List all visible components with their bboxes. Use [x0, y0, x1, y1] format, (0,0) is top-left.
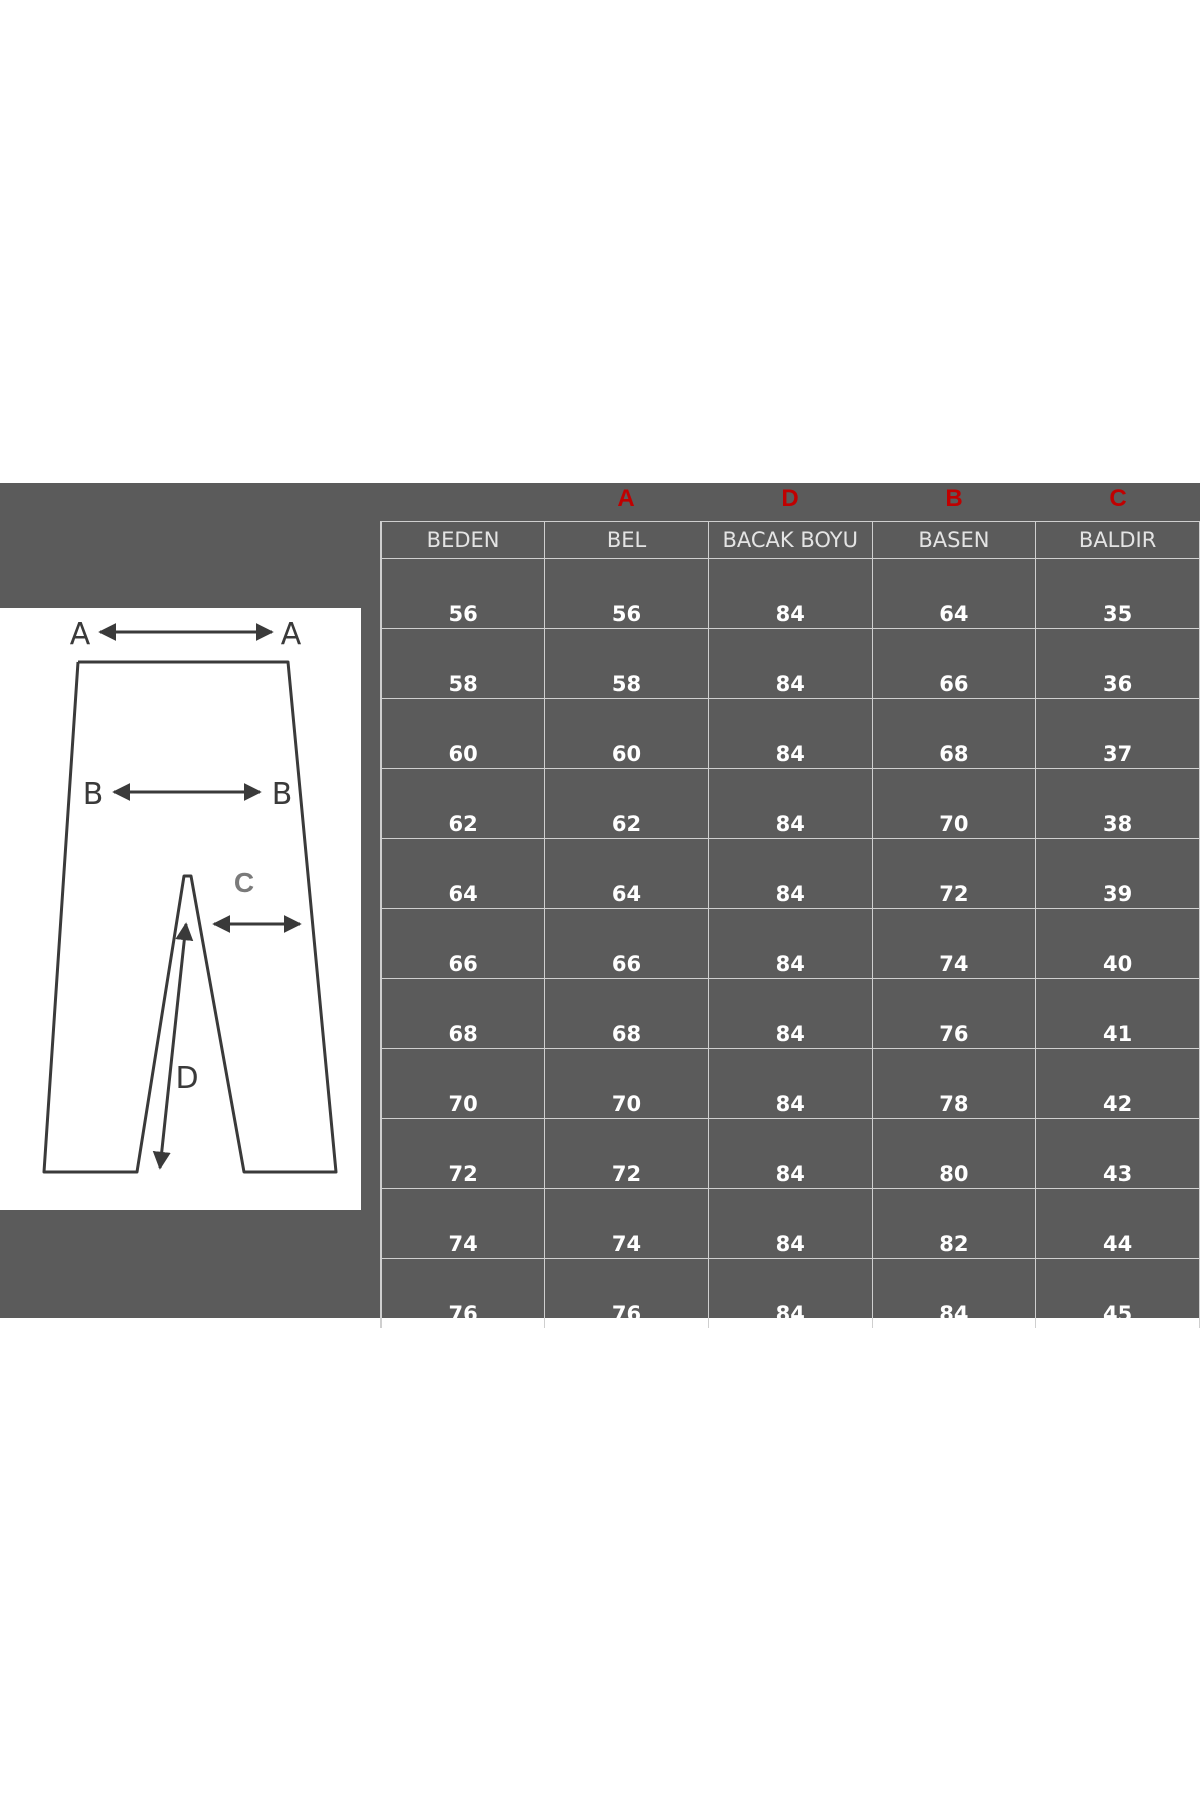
table-row [381, 909, 1200, 979]
header-basen: BASEN [872, 522, 1036, 559]
cell-bacak-boyu: 84 [708, 979, 872, 1049]
cell-bel: 62 [545, 769, 709, 839]
letter-c: C [1109, 485, 1127, 512]
header-bel: BEL [545, 522, 709, 559]
cell-bel: 56 [545, 559, 709, 629]
cell-beden: 68 [381, 979, 545, 1049]
cell-baldir: 44 [1036, 1189, 1200, 1259]
measurement-letter-row [380, 483, 1200, 521]
cell-bel: 68 [545, 979, 709, 1049]
cell-beden: 60 [381, 699, 545, 769]
cell-bel: 66 [545, 909, 709, 979]
cell-bacak-boyu: 84 [708, 839, 872, 909]
cell-basen: 64 [872, 559, 1036, 629]
cell-baldir: 37 [1036, 699, 1200, 769]
cell-basen: 68 [872, 699, 1036, 769]
cell-baldir: 39 [1036, 839, 1200, 909]
cell-bacak-boyu: 84 [708, 1189, 872, 1259]
label-d: D [175, 1061, 199, 1096]
cell-baldir: 40 [1036, 909, 1200, 979]
trouser-measurement-diagram [0, 608, 361, 1210]
cell-bel: 70 [545, 1049, 709, 1119]
cell-bel: 76 [545, 1259, 709, 1329]
cell-basen: 82 [872, 1189, 1036, 1259]
cell-beden: 56 [381, 559, 545, 629]
table-row [381, 1259, 1200, 1329]
cell-beden: 70 [381, 1049, 545, 1119]
cell-bel: 72 [545, 1119, 709, 1189]
cell-baldir: 45 [1036, 1259, 1200, 1329]
cell-bacak-boyu: 84 [708, 1259, 872, 1329]
letter-d: D [781, 485, 799, 512]
cell-beden: 64 [381, 839, 545, 909]
cell-baldir: 42 [1036, 1049, 1200, 1119]
letter-a: A [617, 485, 635, 512]
cell-basen: 76 [872, 979, 1036, 1049]
cell-beden: 76 [381, 1259, 545, 1329]
cell-baldir: 35 [1036, 559, 1200, 629]
cell-bel: 64 [545, 839, 709, 909]
cell-bel: 58 [545, 629, 709, 699]
table-row [381, 629, 1200, 699]
table-row [381, 769, 1200, 839]
table-body [381, 559, 1200, 1329]
label-a-left: A [69, 617, 91, 652]
header-bacak-boyu: BACAK BOYU [708, 522, 872, 559]
cell-basen: 74 [872, 909, 1036, 979]
leg-length-arrow [160, 924, 186, 1168]
table-row [381, 559, 1200, 629]
cell-bacak-boyu: 84 [708, 629, 872, 699]
table-row [381, 1049, 1200, 1119]
cell-basen: 66 [872, 629, 1036, 699]
cell-beden: 58 [381, 629, 545, 699]
cell-bel: 60 [545, 699, 709, 769]
cell-beden: 72 [381, 1119, 545, 1189]
table-row [381, 699, 1200, 769]
letter-b: B [945, 485, 963, 512]
header-baldir: BALDIR [1036, 522, 1200, 559]
cell-baldir: 38 [1036, 769, 1200, 839]
cell-baldir: 41 [1036, 979, 1200, 1049]
cell-basen: 72 [872, 839, 1036, 909]
cell-basen: 84 [872, 1259, 1036, 1329]
label-a-right: A [280, 617, 302, 652]
label-c: C [233, 867, 255, 898]
cell-basen: 80 [872, 1119, 1036, 1189]
table-row [381, 1189, 1200, 1259]
cell-baldir: 43 [1036, 1119, 1200, 1189]
table-row [381, 839, 1200, 909]
cell-basen: 78 [872, 1049, 1036, 1119]
label-b-right: B [271, 777, 293, 812]
table-row [381, 979, 1200, 1049]
cell-bacak-boyu: 84 [708, 769, 872, 839]
cell-bacak-boyu: 84 [708, 559, 872, 629]
label-b-left: B [82, 777, 104, 812]
header-beden: BEDEN [381, 522, 545, 559]
cell-bacak-boyu: 84 [708, 909, 872, 979]
table-row [381, 1119, 1200, 1189]
cell-baldir: 36 [1036, 629, 1200, 699]
header-row [381, 522, 1200, 559]
cell-bel: 74 [545, 1189, 709, 1259]
cell-basen: 70 [872, 769, 1036, 839]
cell-bacak-boyu: 84 [708, 1119, 872, 1189]
size-table [380, 521, 1200, 1328]
cell-beden: 74 [381, 1189, 545, 1259]
cell-bacak-boyu: 84 [708, 1049, 872, 1119]
cell-beden: 66 [381, 909, 545, 979]
cell-bacak-boyu: 84 [708, 699, 872, 769]
letter-spacer [380, 483, 544, 521]
cell-beden: 62 [381, 769, 545, 839]
trouser-outline-drawing [0, 608, 361, 1210]
